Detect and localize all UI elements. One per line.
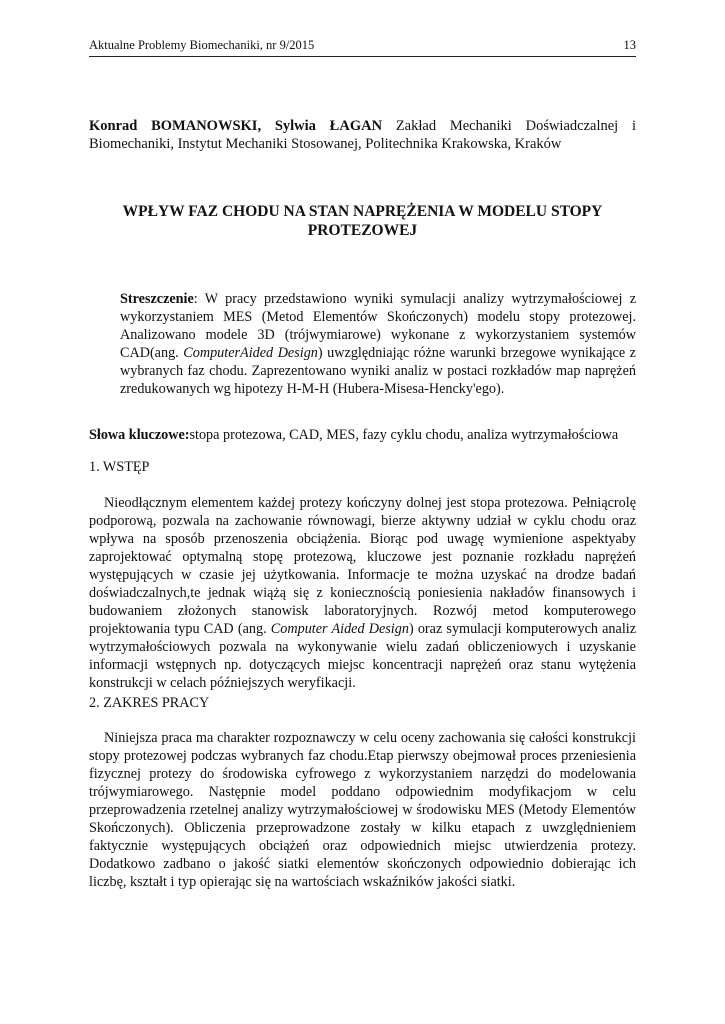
author-names: Konrad BOMANOWSKI, Sylwia ŁAGAN (89, 118, 383, 134)
title-line-1: WPŁYW FAZ CHODU NA STAN NAPRĘŻENIA W MODELU STOPY (122, 203, 603, 220)
author-block (89, 117, 636, 153)
section-scope-paragraph: Niniejsza praca ma charakter rozpoznawczy w celu oceny zachowania się całości konstrukcji stopy protezowej podczas wybranych faz chodu.Etap pierwszy obejmował proces przeniesienia fizycznej protezy do środowiska cyfrowego z wykorzystaniem narzędzi do modelowania trójwymiarowego. Następnie model poddano odpowiednim modyfikacjom w celu przeprowadzenia rzetelnej analizy wytrzymałościowej w środowisku MES (Metody Elementów Skończonych). Obliczenia przeprowadzone zostały w kilku etapach z uwzględnieniem faktycznie występujących obciążeń oraz odpowiednich miejsc utwierdzenia protezy. Dodatkowo zadbano o jakość siatki elementów skończonych odpowiednio dobierając ich liczbę, kształt i typ opierając się na wartościach wskaźników jakości siatki. (89, 730, 636, 890)
intro-text-a: Nieodłącznym elementem każdej protezy kończyny dolnej jest stopa protezowa. Pełniącrolę podporową, pozwala na zachowanie równowagi, bierze aktywny udział w cyklu chodu oraz wpływa na sposób przenoszenia obciążenia. Biorąc pod uwagę wymienione aspektyaby zaprojektować optymalną stopę protezową, kluczowe jest poznanie rozkładu naprężeń występujących w czasie jej użytkowania. Informacje te można uzyskać na drodze badań doświadczalnych,te jednak wiążą się z koniecznością poniesienia nakładów finansowych i budowaniem złożonych stanowisk laboratoryjnych. Rozwój metod komputerowego projektowania typu CAD (ang. (89, 495, 636, 637)
title-line-2: PROTEZOWEJ (307, 222, 418, 239)
abstract-text-italic: ComputerAided Design (183, 345, 318, 361)
journal-title: Aktualne Problemy Biomechaniki, nr 9/2015 (89, 38, 315, 52)
intro-text-italic: Computer Aided Design (270, 621, 409, 637)
section-heading-introduction: 1. WSTĘP (89, 459, 150, 475)
section-heading-scope: 2. ZAKRES PRACY (89, 695, 210, 711)
abstract-label: Streszczenie (120, 291, 194, 307)
abstract-text-a: : W pracy przedstawiono wyniki symulacji analizy wytrzymałościowej z wykorzystaniem MES (Metod Elementów Skończonych) modelu stopy protezowej. Analizowano modele 3D (trójwymiarowe) wykonane z wykorzystaniem systemów CAD(ang. (120, 291, 636, 361)
abstract-text-b: ) uwzględniając różne warunki brzegowe wynikające z wybranych faz chodu. Zaprezentowano wyniki analiz w postaci rozkładów map naprężeń zredukowanych wg hipotezy H-M-H (Hubera-Misesa-Hencky'ego). (120, 345, 636, 397)
affiliation-rest: i Biomechaniki, Instytut Mechaniki Stosowanej, Politechnika Krakowska, Kraków (89, 118, 636, 152)
abstract (120, 290, 636, 398)
section-introduction-paragraph (89, 494, 636, 692)
intro-text-b: ) oraz symulacji komputerowych analiz wytrzymałościowych pozwala na wykonywanie wielu zadań obliczeniowych i uzyskanie informacji wstępnych np. dotyczących miejsc koncentracji naprężeń oraz stanu wytężenia konstrukcji w celach późniejszych weryfikacji. (89, 621, 637, 691)
page-number: 13 (623, 38, 636, 52)
keywords-label: Słowa kluczowe: (89, 427, 190, 443)
keywords (89, 426, 649, 444)
paper-title (89, 202, 636, 240)
affiliation-first: Zakład Mechaniki Doświadczalnej (395, 118, 619, 134)
keywords-text: stopa protezowa, CAD, MES, fazy cyklu chodu, analiza wytrzymałościowa (189, 427, 619, 443)
running-header (89, 36, 636, 57)
